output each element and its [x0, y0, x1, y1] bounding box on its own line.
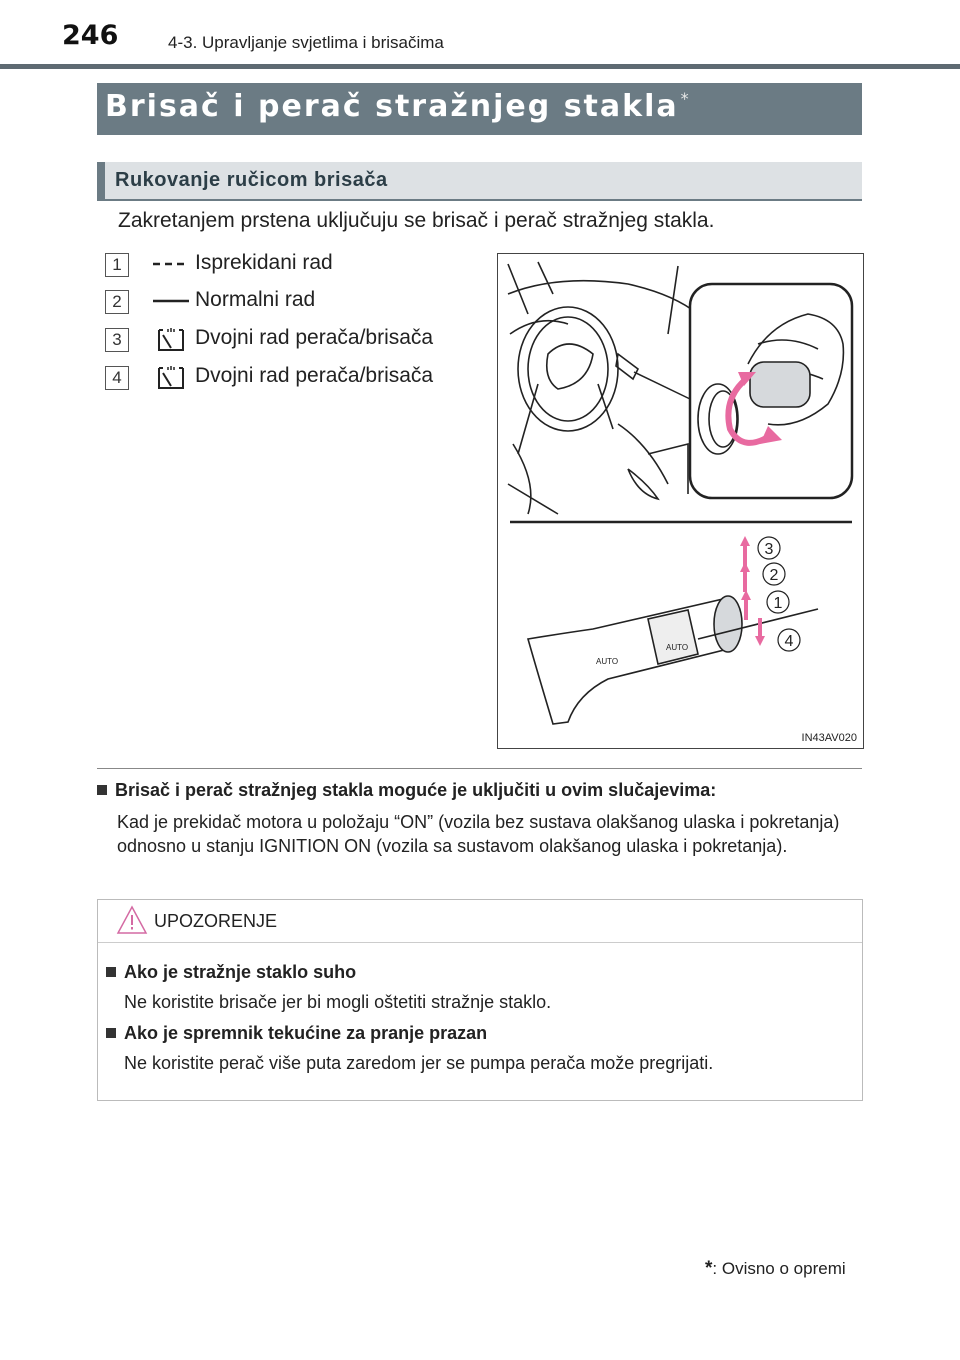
arrow-up-icon [741, 590, 751, 600]
footnote-text: : Ovisno o opremi [712, 1259, 846, 1278]
illustration-drawing [498, 254, 863, 748]
subsection-title: Rukovanje ručicom brisača [115, 169, 388, 191]
title-bar [97, 83, 862, 135]
callout-4: 4 [784, 633, 794, 650]
figure-code: IN43AV020 [801, 732, 857, 744]
rear-washer-icon [149, 326, 193, 354]
item-label: Normalni rad [195, 288, 316, 311]
footnote [705, 1258, 846, 1280]
page-number: 246 [62, 20, 119, 51]
lever-label-auto: AUTO [666, 643, 689, 652]
dashed-line-icon [149, 251, 193, 279]
note-body: Kad je prekidač motora u položaju “ON” (vozila bez sustava olakšanog ulaska i pokretanja) odnosno u stanju IGNITION ON (vozila sa sustavom olakšanog ulaska i pokretanja). [117, 812, 840, 856]
bullet-square-icon [106, 1028, 116, 1038]
warning-entry-heading-text: Ako je spremnik tekućine za pranje prazan [124, 1023, 488, 1043]
warning-title: UPOZORENJE [154, 911, 278, 931]
note-heading-text: Brisač i perač stražnjeg stakla moguće je uključiti u ovim slučajevima: [115, 780, 717, 800]
item-number: 1 [105, 253, 129, 277]
callouts [758, 537, 800, 651]
warning-entry-heading-text: Ako je stražnje staklo suho [124, 962, 357, 982]
arrow-shaft [744, 600, 748, 620]
subsection-bar [97, 162, 862, 200]
note-divider [97, 768, 862, 769]
bullet-square-icon [106, 967, 116, 977]
warning-box [97, 899, 863, 1101]
item-number: 4 [105, 366, 129, 390]
wiper-lever-drawing [528, 596, 818, 724]
callout-1: 1 [773, 595, 783, 612]
subsection-divider [97, 199, 862, 201]
intro-text: Zakretanjem prstena uključuju se brisač i perač stražnjeg stakla. [118, 209, 715, 232]
warning-entry-body: Ne koristite brisače jer bi mogli oštetiti stražnje staklo. [124, 992, 552, 1012]
warning-header [98, 900, 862, 943]
callout-3: 3 [764, 541, 774, 558]
list-item [105, 364, 485, 394]
solid-line-icon [149, 288, 193, 316]
dashboard-sketch [508, 262, 698, 514]
equipment-marker: * [680, 89, 691, 108]
warning-entry-body: Ne koristite perač više puta zaredom jer se pumpa perača može pregrijati. [124, 1053, 714, 1073]
arrow-shaft [758, 618, 762, 636]
item-label: Dvojni rad perača/brisača [195, 326, 434, 349]
warning-entry-heading [106, 962, 356, 983]
arrow-up-icon [740, 536, 750, 546]
section-title: 4-3. Upravljanje svjetlima i brisačima [168, 33, 444, 52]
list-item [105, 251, 485, 281]
arrow-up-icon [740, 562, 750, 572]
footnote-marker: * [705, 1258, 713, 1279]
note-heading [97, 780, 716, 801]
item-label: Isprekidani rad [195, 251, 333, 274]
wiper-lever-illustration [497, 253, 864, 749]
warning-entry-heading [106, 1023, 487, 1044]
rear-washer-icon [149, 364, 193, 392]
callout-2: 2 [769, 567, 779, 584]
item-label: Dvojni rad perača/brisača [195, 364, 434, 387]
lever-label-auto: AUTO [596, 657, 619, 666]
page-title-text: Brisač i perač stražnjeg stakla [105, 89, 679, 124]
arrow-shaft [743, 572, 747, 592]
item-number: 3 [105, 328, 129, 352]
subsection-accent [97, 162, 105, 200]
page-title [105, 89, 691, 124]
bullet-square-icon [97, 785, 107, 795]
list-item [105, 326, 485, 356]
item-number: 2 [105, 290, 129, 314]
warning-triangle-icon [116, 904, 148, 936]
header-divider [0, 64, 960, 69]
zoom-pointer [634, 372, 690, 399]
list-item [105, 288, 485, 318]
arrow-down-icon [755, 636, 765, 646]
